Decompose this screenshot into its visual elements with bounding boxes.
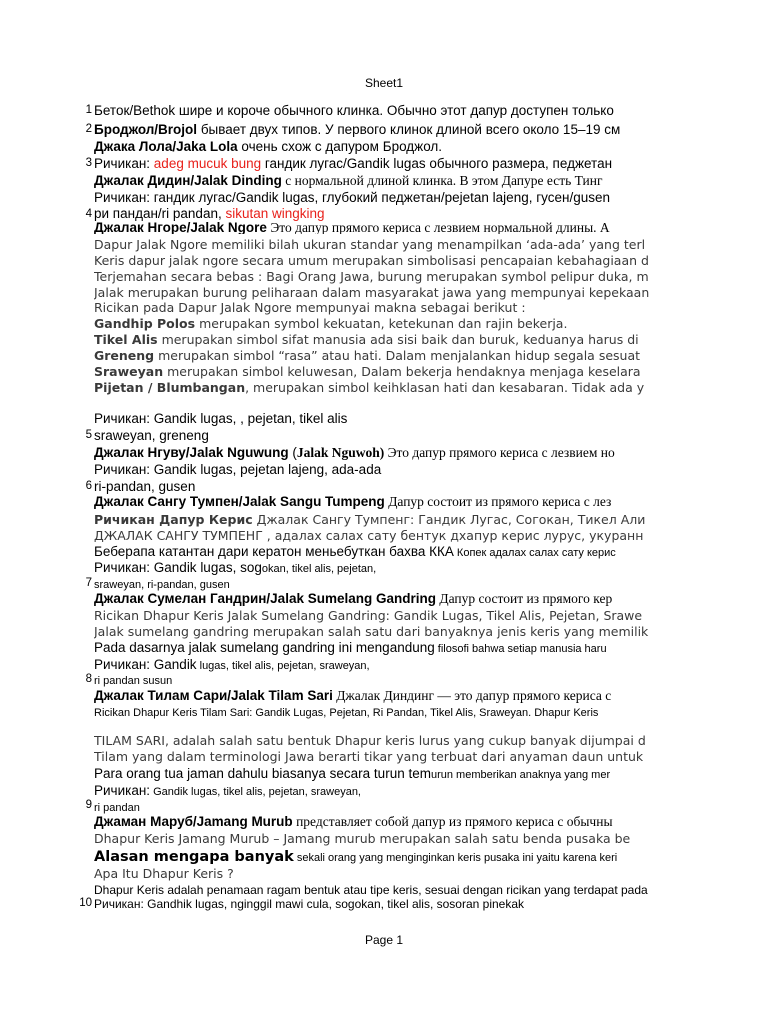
cell-text: Ричикан: Gandik lugas, pejetan lajeng, ada-ada [94,462,382,477]
cell-text: Ricikan pada Dapur Jalak Ngore mempunyai makna sebagai berikut : [94,300,526,315]
cell-text: Ричикан: гандик лугас/Gandik lugas, глубокий педжетан/pejetan lajeng, гусен/gusen [94,190,610,205]
cell-text: Jalak sumelang gandring merupakan salah satu dari banyaknya jenis keris yang memilik [94,624,649,639]
cell-text: Dapur Jalak Ngore memiliki bilah ukuran standar yang menampilkan ‘ada-ada’ yang terl [94,237,646,252]
cell-text: Джалак Сумелан Гандрин/Jalak Sumelang Gandring Дапур состоит из прямого кер [94,591,613,606]
cell-text: Джалак Сангу Тумпен/Jalak Sangu Tumpeng Дапур состоит из прямого кериса с лез [94,494,612,509]
row-number: 5 [85,429,92,441]
cell-text: sraweyan, ri-pandan, gusen [94,579,230,591]
cell-text: Ричикан: Gandik lugas, tikel alis, pejetan, sraweyan, [94,657,370,672]
cell-text: Джалак Тилам Сари/Jalak Tilam Sari Джалак Диндинг — это дапур прямого кериса с [94,688,612,703]
row-number: 8 [85,673,92,685]
cell-text: ри пандан/ri pandan, sikutan wingking [94,206,325,221]
cell-text: ri pandan [94,802,140,814]
cell-text: Ricikan Dhapur Keris Tilam Sari: Gandik Lugas, Pejetan, Ri Pandan, Tikel Alis, Sraweyan. Dhapur Keris [94,707,599,719]
sheet-title: Sheet1 [364,76,404,90]
cell-text: Ricikan Dhapur Keris Jalak Sumelang Gandring: Gandik Lugas, Tikel Alis, Pejetan, Srawe [94,608,643,623]
cell-text: Джалак Нгуву/Jalak Nguwung (Jalak Nguwoh) Это дапур прямого кериса с лезвием но [94,445,615,460]
cell-text: Tikel Alis merupakan simbol sifat manusia ada sisi baik dan buruk, keduanya harus di [94,332,639,347]
cell-text: Джака Лола/Jaka Lola очень схож с дапуром Броджол. [94,139,443,154]
page-number: Page 1 [364,933,404,947]
row-number: 4 [85,208,92,220]
cell-text: Dhapur Keris Jamang Murub – Jamang murub merupakan salah satu benda pusaka be [94,831,631,846]
cell-text: Ричикан: Gandik lugas, tikel alis, pejetan, sraweyan, [94,783,361,798]
cell-text: Pada dasarnya jalak sumelang gandring ini mengandung filosofi bahwa setiap manusia haru [94,640,607,655]
cell-text: Джалак Дидин/Jalak Dinding с нормальной длиной клинка. В этом Дапуре есть Тинг [94,173,603,188]
cell-text: Джалак Нгоре/Jalak Ngore Это дапур прямого кериса с лезвием нормальной длины. А [94,220,610,234]
row-number: 2 [85,123,92,135]
row-number: 9 [85,799,92,811]
cell-text: Беберапа катантан дари кератон меньебуткан бахва ККА Копек адалах салах сату керис [94,544,616,559]
cell-text: Беток/Bethok шире и короче обычного клинка. Обычно этот дапур доступен только [94,103,614,118]
cell-text: Ричикан: Gandhik lugas, nginggil mawi cula, sogokan, tikel alis, sosoran pinekak [94,897,525,911]
cell-text: Джаман Маруб/Jamang Murub представляет собой дапур из прямого кериса с обычны [94,814,613,829]
cell-text: Para orang tua jaman dahulu biasanya secara turun temurun memberikan anaknya yang mer [94,766,611,781]
cell-text: Dhapur Keris adalah penamaan ragam bentuk atau tipe keris, sesuai dengan ricikan yang terdapat pada [94,883,648,897]
cell-text: Tilam yang dalam terminologi Jawa berarti tikar yang terbuat dari anyaman daun untuk [94,749,644,764]
row-number: 10 [79,897,92,909]
cell-text: Ричикан Дапур Керис Джалак Сангу Тумпенг: Гандик Лугас, Согокан, Тикел Али [94,512,646,527]
cell-text: Alasan mengapa banyak sekali orang yang menginginkan keris pusaka ini yaitu karena keri [94,849,618,865]
cell-text: Pijetan / Blumbangan, merupakan simbol keihklasan hati dan kesabaran. Tidak ada y [94,380,645,395]
row-number: 7 [85,577,92,589]
row-number: 1 [85,104,92,116]
cell-text: Keris dapur jalak ngore secara umum merupakan simbolisasi pencapaian kebahagiaan d [94,253,649,268]
cell-text: Greneng merupakan simbol “rasa” atau hati. Dalam menjalankan hidup segala sesuat [94,348,641,363]
cell-text: Apa Itu Dhapur Keris ? [94,866,234,881]
cell-text: TILAM SARI, adalah salah satu bentuk Dhapur keris lurus yang cukup banyak dijumpai d [94,733,646,748]
cell-text: ДЖАЛАК САНГУ ТУМПЕНГ , адалах салах сату бентук дхапур керис лурус, укуранн [94,528,644,543]
cell-text: Gandhip Polos merupakan symbol kekuatan, ketekunan dan rajin bekerja. [94,316,568,331]
cell-text: Jalak merupakan burung peliharaan dalam masyarakat jawa yang mempunyai kepekaan [94,285,650,300]
row-number: 6 [85,480,92,492]
cell-text: Terjemahan secara bebas : Bagi Orang Jawa, burung merupakan symbol pelipur duka, m [94,269,649,284]
cell-text: ri-pandan, gusen [94,479,196,494]
cell-text: ri pandan susun [94,675,173,687]
cell-text: Sraweyan merupakan simbol keluwesan, Dalam bekerja hendaknya menjaga keselara [94,364,641,379]
row-number: 3 [85,157,92,169]
cell-text: Ричикан: Gandik lugas, sogokan, tikel alis, pejetan, [94,560,377,575]
cell-text: Броджол/Brojol бывает двух типов. У первого клинок длиной всего около 15–19 см [94,122,621,137]
cell-text: sraweyan, greneng [94,428,209,443]
cell-text: Ричикан: Gandik lugas, , pejetan, tikel alis [94,411,348,426]
cell-text: Ричикан: adeg mucuk bung гандик лугас/Gandik lugas обычного размера, педжетан [94,156,613,171]
